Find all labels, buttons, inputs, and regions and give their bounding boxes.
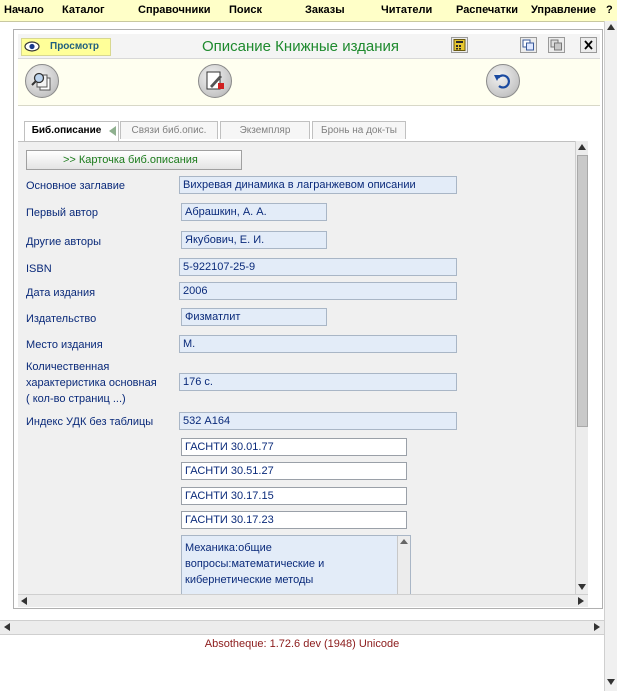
scroll-thumb[interactable] [577, 155, 588, 427]
view-mode-badge[interactable] [21, 38, 111, 56]
field-isbn-input[interactable]: 5-922107-25-9 [179, 258, 457, 276]
field-label-other-authors: Другие авторы [26, 236, 102, 248]
menu-home[interactable]: Начало [4, 4, 44, 16]
scroll-left-arrow-icon[interactable] [4, 623, 10, 631]
menu-management[interactable]: Управление [531, 4, 597, 16]
close-button[interactable] [580, 37, 597, 53]
view-mode-label: Просмотр [50, 41, 99, 52]
copy-button[interactable] [520, 37, 537, 53]
window-vertical-scrollbar[interactable] [604, 21, 617, 691]
tab-copy[interactable]: Экземпляр [220, 121, 310, 139]
action-toolbar [18, 59, 600, 106]
page-title: Описание Книжные издания [202, 38, 399, 55]
bib-card-button[interactable]: >> Карточка биб.описания [26, 150, 242, 170]
field-label-pages-line3: ( кол-во страниц ...) [26, 393, 126, 405]
close-icon [582, 39, 595, 51]
field-label-title: Основное заглавие [26, 180, 126, 192]
field-label-pub-date: Дата издания [26, 287, 96, 299]
tab-bib-description-label: Биб.описание [31, 125, 102, 136]
scroll-up-arrow-icon[interactable] [400, 539, 408, 544]
gasnti-code-2[interactable]: ГАСНТИ 30.51.27 [181, 462, 407, 480]
field-label-pages [26, 360, 157, 406]
undo-button[interactable] [486, 64, 520, 98]
field-label-isbn: ISBN [26, 263, 52, 275]
menu-search[interactable]: Поиск [229, 4, 263, 16]
edit-record-icon [204, 70, 226, 92]
duplicate-icon [550, 39, 563, 51]
subject-text: Механика:общие вопросы:математические и кибернетические методы [185, 542, 325, 586]
main-menu-bar [0, 0, 617, 22]
menu-orders[interactable]: Заказы [305, 4, 345, 16]
field-label-pages-line1: Количественная [26, 361, 110, 373]
header-bar [18, 34, 600, 59]
form-vertical-scrollbar[interactable] [575, 141, 588, 594]
menu-references[interactable]: Справочники [138, 4, 211, 16]
calculator-button[interactable] [451, 37, 468, 53]
field-other-authors-input[interactable]: Якубович, Е. И. [181, 231, 327, 249]
copy-icon [522, 39, 535, 51]
eye-icon [24, 40, 40, 53]
gasnti-code-4[interactable]: ГАСНТИ 30.17.23 [181, 511, 407, 529]
window-horizontal-scrollbar[interactable] [0, 620, 604, 635]
tab-bib-description[interactable] [24, 121, 119, 141]
field-publisher-input[interactable]: Физматлит [181, 308, 327, 326]
scroll-down-arrow-icon[interactable] [578, 584, 586, 590]
menu-help[interactable]: ? [606, 4, 613, 16]
active-tab-arrow-icon [109, 126, 116, 136]
scroll-down-arrow-icon[interactable] [607, 679, 615, 685]
field-label-pages-line2: характеристика основная [26, 377, 157, 389]
duplicate-button[interactable] [548, 37, 565, 53]
subject-textarea-scrollbar[interactable] [397, 536, 410, 595]
scroll-right-arrow-icon[interactable] [594, 623, 600, 631]
form-horizontal-scrollbar[interactable] [18, 594, 588, 607]
field-label-pub-place: Место издания [26, 339, 103, 351]
gasnti-code-1[interactable]: ГАСНТИ 30.01.77 [181, 438, 407, 456]
calculator-icon [453, 39, 466, 51]
field-label-first-author: Первый автор [26, 207, 98, 219]
field-label-publisher: Издательство [26, 313, 97, 325]
field-udc-input[interactable]: 532 А164 [179, 412, 457, 430]
scroll-up-arrow-icon[interactable] [607, 24, 615, 30]
scroll-left-arrow-icon[interactable] [21, 597, 27, 605]
menu-printouts[interactable]: Распечатки [456, 4, 519, 16]
field-title-input[interactable]: Вихревая динамика в лагранжевом описании [179, 176, 457, 194]
search-documents-button[interactable] [25, 64, 59, 98]
bib-description-form [18, 141, 588, 595]
undo-icon [492, 70, 514, 92]
subject-textarea[interactable] [181, 535, 411, 595]
search-documents-icon [31, 70, 53, 92]
field-pub-date-input[interactable]: 2006 [179, 282, 457, 300]
field-pages-input[interactable]: 176 с. [179, 373, 457, 391]
edit-record-button[interactable] [198, 64, 232, 98]
field-label-udc: Индекс УДК без таблицы [26, 416, 154, 428]
gasnti-code-3[interactable]: ГАСНТИ 30.17.15 [181, 487, 407, 505]
menu-readers[interactable]: Читатели [381, 4, 433, 16]
scroll-right-arrow-icon[interactable] [578, 597, 584, 605]
tab-reservation[interactable]: Бронь на док-ты [312, 121, 406, 139]
menu-catalog[interactable]: Каталог [62, 4, 105, 16]
version-footer: Absotheque: 1.72.6 dev (1948) Unicode [204, 638, 400, 650]
scroll-up-arrow-icon[interactable] [578, 144, 586, 150]
tab-bib-links[interactable]: Связи биб.опис. [120, 121, 218, 139]
field-pub-place-input[interactable]: М. [179, 335, 457, 353]
field-first-author-input[interactable]: Абрашкин, А. А. [181, 203, 327, 221]
